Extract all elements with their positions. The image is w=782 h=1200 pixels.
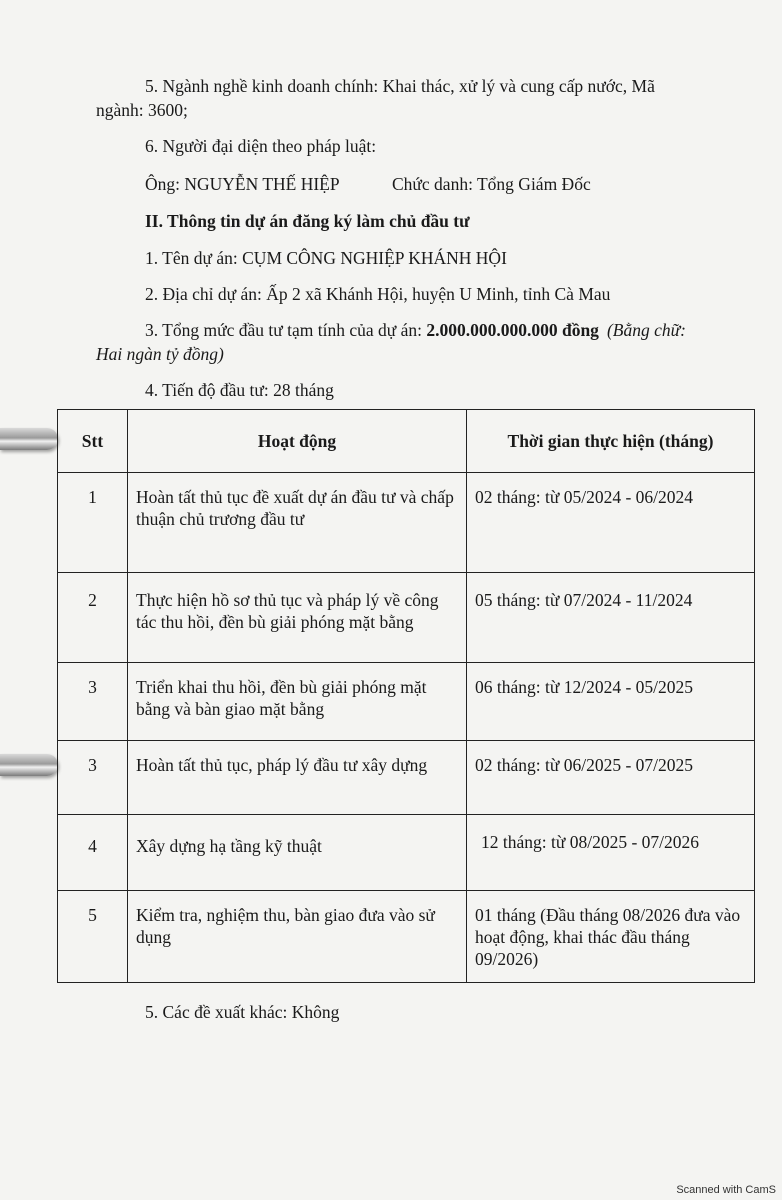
investment-amount: 2.000.000.000.000 đồng <box>426 320 599 340</box>
row-stt: 1 <box>88 487 97 507</box>
table-row <box>58 891 755 983</box>
row-stt: 3 <box>88 677 97 697</box>
row-activity: Hoàn tất thủ tục đề xuất dự án đầu tư và chấp thuận chủ trương đầu tư <box>136 487 454 529</box>
legal-rep-label: 6. Người đại diện theo pháp luật: <box>145 136 377 156</box>
table-header-row <box>58 410 755 473</box>
section-heading: II. Thông tin dự án đăng ký làm chủ đầu tư <box>145 211 470 231</box>
row-time: 02 tháng: từ 05/2024 - 06/2024 <box>475 487 694 507</box>
row-time: 06 tháng: từ 12/2024 - 05/2025 <box>475 677 694 697</box>
scanner-watermark: Scanned with CamS <box>676 1184 776 1196</box>
row-stt: 2 <box>88 590 97 610</box>
business-code: ngành: 3600; <box>96 100 188 120</box>
row-time: 01 tháng (Đầu tháng 08/2026 đưa vào hoạt động, khai thác đầu tháng 09/2026) <box>475 905 741 969</box>
table-row <box>58 741 755 815</box>
investment-total <box>145 318 686 342</box>
row-activity: Xây dựng hạ tầng kỹ thuật <box>136 836 322 856</box>
investment-words: (Bằng chữ: <box>606 320 686 340</box>
row-activity: Kiểm tra, nghiệm thu, bàn giao đưa vào sử dụng <box>136 905 435 947</box>
business-line: 5. Ngành nghề kinh doanh chính: Khai thác, xử lý và cung cấp nước, Mã <box>145 76 655 96</box>
investment-words-cont: Hai ngàn tỷ đồng) <box>96 344 224 364</box>
row-time: 12 tháng: từ 08/2025 - 07/2026 <box>481 832 700 852</box>
row-activity: Thực hiện hồ sơ thủ tục và pháp lý về công tác thu hồi, đền bù giải phóng mặt bằng <box>136 590 439 632</box>
schedule-label: 4. Tiến độ đầu tư: 28 tháng <box>145 380 334 400</box>
table-row <box>58 573 755 663</box>
row-stt: 5 <box>88 905 97 925</box>
table-row <box>58 473 755 573</box>
header-time: Thời gian thực hiện (tháng) <box>467 410 755 473</box>
binder-ring <box>0 754 58 776</box>
row-stt: 3 <box>88 755 97 775</box>
header-activity: Hoạt động <box>128 410 467 473</box>
table-row <box>58 815 755 891</box>
schedule-table <box>57 409 755 983</box>
table-row <box>58 663 755 741</box>
binder-ring <box>0 428 58 450</box>
row-activity: Hoàn tất thủ tục, pháp lý đầu tư xây dựng <box>136 755 428 775</box>
investment-label: 3. Tổng mức đầu tư tạm tính của dự án: <box>145 320 427 340</box>
other-proposals: 5. Các đề xuất khác: Không <box>145 1002 340 1022</box>
rep-name: Ông: NGUYỄN THẾ HIỆP <box>145 174 340 194</box>
project-name: 1. Tên dự án: CỤM CÔNG NGHIỆP KHÁNH HỘI <box>145 248 507 268</box>
row-activity: Triển khai thu hồi, đền bù giải phóng mặt bằng và bàn giao mặt bằng <box>136 677 427 719</box>
project-address: 2. Địa chỉ dự án: Ấp 2 xã Khánh Hội, huyện U Minh, tỉnh Cà Mau <box>145 284 611 304</box>
header-stt: Stt <box>58 410 128 473</box>
row-time: 05 tháng: từ 07/2024 - 11/2024 <box>475 590 693 610</box>
row-stt: 4 <box>88 836 97 856</box>
rep-title: Chức danh: Tổng Giám Đốc <box>392 174 591 194</box>
row-time: 02 tháng: từ 06/2025 - 07/2025 <box>475 755 694 775</box>
